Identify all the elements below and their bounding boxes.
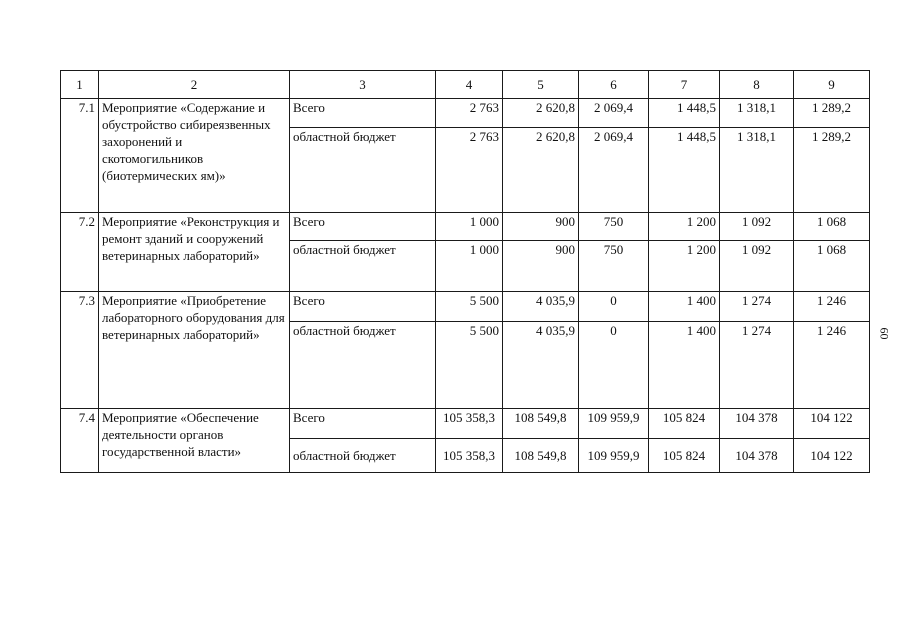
column-header: 1 — [61, 71, 99, 99]
funding-source: областной бюджет — [290, 241, 436, 292]
table-header-row — [61, 71, 870, 99]
value-cell: 105 358,3 — [436, 409, 503, 439]
value-cell: 1 000 — [436, 213, 503, 241]
value-cell: 1 289,2 — [794, 128, 870, 213]
column-header: 6 — [579, 71, 649, 99]
value-cell: 104 378 — [720, 409, 794, 439]
column-header: 2 — [99, 71, 290, 99]
value-cell: 1 092 — [720, 241, 794, 292]
funding-source: Всего — [290, 292, 436, 322]
column-header: 9 — [794, 71, 870, 99]
value-cell: 1 092 — [720, 213, 794, 241]
value-cell: 1 200 — [649, 213, 720, 241]
value-cell: 750 — [579, 241, 649, 292]
column-header: 8 — [720, 71, 794, 99]
value-cell: 900 — [503, 241, 579, 292]
page-number: 60 — [877, 327, 892, 340]
funding-source: Всего — [290, 213, 436, 241]
value-cell: 0 — [579, 322, 649, 409]
column-header: 5 — [503, 71, 579, 99]
funding-source: Всего — [290, 409, 436, 439]
funding-source: областной бюджет — [290, 439, 436, 473]
value-cell: 105 824 — [649, 409, 720, 439]
value-cell: 105 824 — [649, 439, 720, 473]
column-header: 4 — [436, 71, 503, 99]
value-cell: 2 069,4 — [579, 99, 649, 128]
value-cell: 1 068 — [794, 213, 870, 241]
value-cell: 104 122 — [794, 409, 870, 439]
row-number: 7.2 — [61, 213, 99, 292]
value-cell: 108 549,8 — [503, 409, 579, 439]
value-cell: 2 763 — [436, 128, 503, 213]
value-cell: 5 500 — [436, 292, 503, 322]
value-cell: 4 035,9 — [503, 322, 579, 409]
row-number: 7.1 — [61, 99, 99, 213]
value-cell: 1 400 — [649, 322, 720, 409]
value-cell: 1 200 — [649, 241, 720, 292]
value-cell: 4 035,9 — [503, 292, 579, 322]
value-cell: 1 246 — [794, 322, 870, 409]
value-cell: 2 763 — [436, 99, 503, 128]
value-cell: 1 318,1 — [720, 99, 794, 128]
table-row — [61, 213, 870, 241]
table-row — [61, 409, 870, 439]
budget-table — [60, 70, 870, 473]
value-cell: 750 — [579, 213, 649, 241]
value-cell: 5 500 — [436, 322, 503, 409]
value-cell: 1 068 — [794, 241, 870, 292]
value-cell: 900 — [503, 213, 579, 241]
value-cell: 1 448,5 — [649, 99, 720, 128]
value-cell: 2 069,4 — [579, 128, 649, 213]
value-cell: 2 620,8 — [503, 99, 579, 128]
value-cell: 104 122 — [794, 439, 870, 473]
value-cell: 1 246 — [794, 292, 870, 322]
value-cell: 0 — [579, 292, 649, 322]
funding-source: областной бюджет — [290, 322, 436, 409]
row-number: 7.4 — [61, 409, 99, 473]
activity-name: Мероприятие «Обеспечение деятельности органов государственной власти» — [99, 409, 290, 473]
activity-name: Мероприятие «Приобретение лабораторного оборудования для ветеринарных лабораторий» — [99, 292, 290, 409]
value-cell: 105 358,3 — [436, 439, 503, 473]
column-header: 3 — [290, 71, 436, 99]
value-cell: 1 274 — [720, 292, 794, 322]
activity-name: Мероприятие «Содержание и обустройство сибиреязвенных захоронений и скотомогильников (биотермических ям)» — [99, 99, 290, 213]
value-cell: 1 400 — [649, 292, 720, 322]
value-cell: 109 959,9 — [579, 409, 649, 439]
value-cell: 1 274 — [720, 322, 794, 409]
value-cell: 108 549,8 — [503, 439, 579, 473]
value-cell: 104 378 — [720, 439, 794, 473]
value-cell: 1 448,5 — [649, 128, 720, 213]
value-cell: 1 000 — [436, 241, 503, 292]
value-cell: 1 289,2 — [794, 99, 870, 128]
column-header: 7 — [649, 71, 720, 99]
value-cell: 1 318,1 — [720, 128, 794, 213]
activity-name: Мероприятие «Реконструкция и ремонт зданий и сооружений ветеринарных лабораторий» — [99, 213, 290, 292]
table-row — [61, 99, 870, 128]
funding-source: Всего — [290, 99, 436, 128]
funding-source: областной бюджет — [290, 128, 436, 213]
table-row — [61, 292, 870, 322]
row-number: 7.3 — [61, 292, 99, 409]
value-cell: 2 620,8 — [503, 128, 579, 213]
value-cell: 109 959,9 — [579, 439, 649, 473]
